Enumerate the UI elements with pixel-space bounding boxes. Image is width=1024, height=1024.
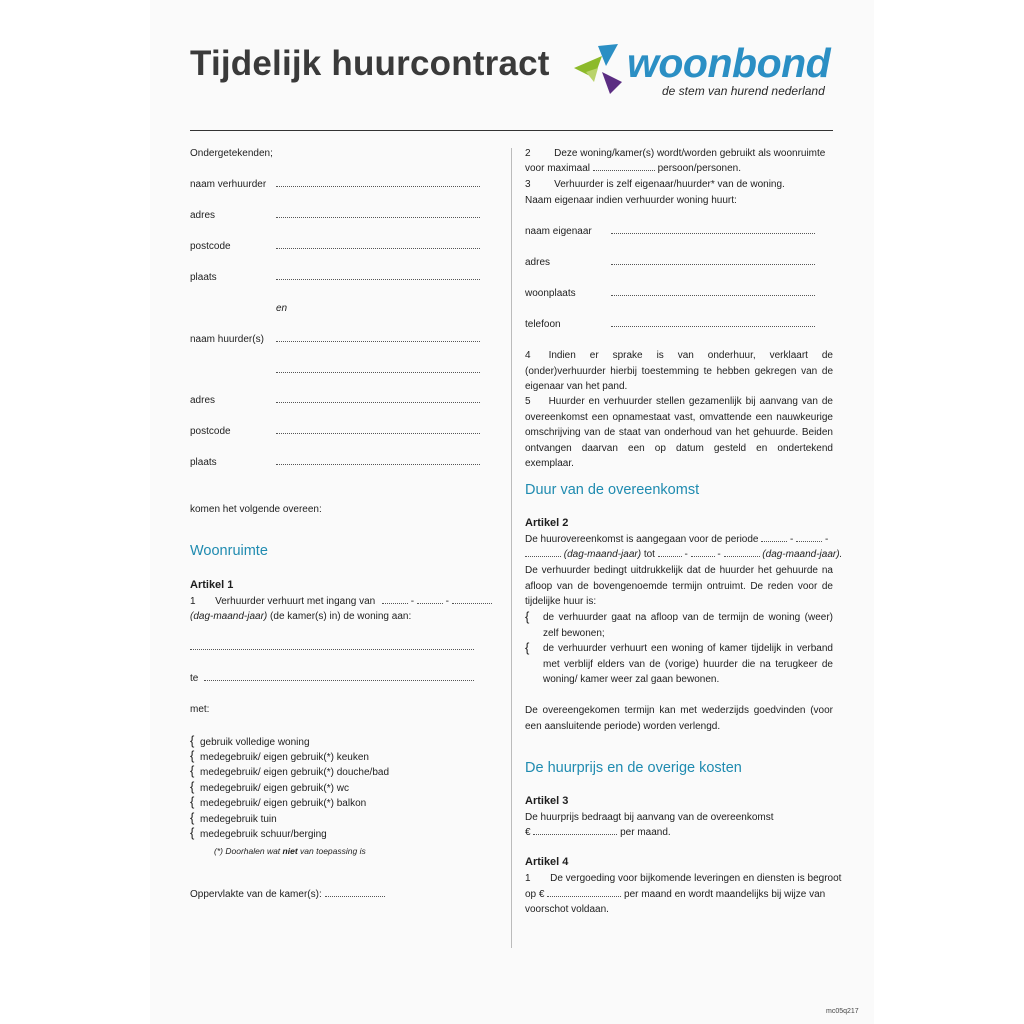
footer-code: mc05q217 — [826, 1008, 859, 1015]
field-label: plaats — [190, 457, 217, 468]
column-divider — [511, 148, 512, 948]
paragraph-number: 4 — [525, 350, 531, 361]
field-label: woonplaats — [525, 288, 576, 299]
fill-line[interactable] — [611, 224, 815, 234]
p3-line1: 3 Verhuurder is zelf eigenaar/huurder* van de woning. — [525, 179, 785, 190]
art3-line1: De huurprijs bedraagt bij aanvang van de overeenkomst — [525, 812, 774, 823]
paragraph-number: 3 — [525, 179, 531, 190]
field-label: postcode — [190, 241, 231, 252]
paragraph-number: 2 — [525, 148, 531, 159]
rent-amount-field[interactable] — [533, 834, 617, 835]
end-month-field[interactable] — [691, 556, 715, 557]
year-field[interactable] — [452, 603, 492, 604]
art1-text-2: (de kamer(s) in) de woning aan: — [270, 611, 412, 622]
paragraph-number: 1 — [525, 873, 531, 884]
field-label: adres — [525, 257, 551, 268]
brace-icon: { — [190, 763, 195, 778]
start-day-field[interactable] — [761, 541, 787, 542]
paragraph-number: 1 — [190, 596, 196, 607]
end-year-field[interactable] — [724, 556, 760, 557]
field-address-line[interactable] — [190, 640, 474, 650]
artikel-4-heading: Artikel 4 — [525, 856, 569, 868]
art2-line1: De huurovereenkomst is aangegaan voor de periode - - — [525, 534, 829, 545]
field-te[interactable] — [190, 671, 474, 687]
paragraph-5: 5 Huurder en verhuurder stellen gezamenlijk bij aanvang van de overeenkomst een opnamestaat vast, omvattende een nauwkeurige omschrijving van de staat van onderhoud van het gehuurde. Beiden ontvangen daarvan een op datum gesteld en ondertekend exemplaar. — [525, 396, 833, 469]
service-cost-field[interactable] — [547, 896, 621, 897]
fill-line[interactable] — [204, 671, 474, 681]
field-naam-huurders-2[interactable] — [190, 363, 480, 373]
field-label: plaats — [190, 272, 217, 283]
field-label: telefoon — [525, 319, 561, 330]
date-format-hint: (dag-maand-jaar) — [190, 611, 268, 622]
option-item[interactable]: { medegebruik schuur/berging — [190, 825, 327, 840]
te-label: te — [190, 673, 199, 684]
oppervlakte-row[interactable] — [190, 887, 385, 903]
brace-icon: { — [190, 810, 195, 825]
fill-line[interactable] — [276, 239, 480, 249]
p3-line2: Naam eigenaar indien verhuurder woning huurt: — [525, 195, 737, 206]
month-field[interactable] — [417, 603, 443, 604]
max-persons-field[interactable] — [593, 170, 655, 171]
field-adres-eigenaar[interactable] — [525, 255, 815, 271]
fill-line[interactable] — [611, 317, 815, 327]
field-woonplaats-eigenaar[interactable] — [525, 286, 815, 302]
art4-line2: op € per maand en wordt maandelijks bij wijze van — [525, 889, 826, 900]
option-item[interactable]: { medegebruik tuin — [190, 810, 277, 825]
fill-line[interactable] — [325, 896, 385, 897]
oppervlakte-label: Oppervlakte van de kamer(s): — [190, 889, 322, 900]
art1-line1: 1 Verhuurder verhuurt met ingang van - - — [190, 594, 492, 610]
fill-line[interactable] — [276, 393, 480, 403]
fill-line[interactable] — [276, 177, 480, 187]
p2-line2: voor maximaal persoon/personen. — [525, 163, 741, 174]
fill-line[interactable] — [276, 270, 480, 280]
art2-paragraph: De verhuurder bedingt uitdrukkelijk dat de huurder het gehuurde na afloop van de bovengenoemde termijn ontruimt. De reden voor de tijdelijke huur is: — [525, 565, 833, 607]
ondergetekenden-label: Ondergetekenden; — [190, 148, 273, 159]
artikel-2-heading: Artikel 2 — [525, 517, 569, 529]
field-label: adres — [190, 210, 216, 221]
paragraph-number: 5 — [525, 396, 531, 407]
start-month-field[interactable] — [796, 541, 822, 542]
reason-item[interactable]: { de verhuurder gaat na afloop van de termijn de woning (weer) zelf bewonen; — [525, 609, 833, 639]
art1-text: Verhuurder verhuurt met ingang van — [215, 596, 376, 607]
woonbond-logo — [572, 42, 834, 102]
paragraph-4: 4 Indien er sprake is van onderhuur, verklaart de (onder)verhuurder hierbij toestemming te hebben gekregen van de eigenaar van het pand. — [525, 350, 833, 392]
document-title: Tijdelijk huurcontract — [190, 44, 550, 83]
brace-icon: { — [190, 779, 195, 794]
p2-line1: 2 Deze woning/kamer(s) wordt/worden gebruikt als woonruimte — [525, 148, 826, 159]
fill-line[interactable] — [611, 255, 815, 265]
en-label: en — [276, 303, 288, 314]
option-item[interactable]: { gebruik volledige woning — [190, 733, 310, 748]
field-plaats-verhuurder[interactable] — [190, 270, 480, 286]
logo-tagline: de stem van hurend nederland — [662, 84, 825, 98]
artikel-3-heading: Artikel 3 — [525, 795, 569, 807]
art1-line2 — [190, 609, 411, 625]
brace-icon: { — [525, 609, 530, 624]
start-year-field[interactable] — [525, 556, 561, 557]
komen-overeen-text: komen het volgende overeen: — [190, 504, 322, 515]
art2-line2: (dag-maand-jaar) tot - - (dag-maand-jaar). — [525, 547, 842, 563]
fill-line[interactable] — [611, 286, 815, 296]
field-label: naam verhuurder — [190, 179, 267, 190]
fill-line[interactable] — [276, 363, 480, 373]
field-naam-verhuurder[interactable] — [190, 177, 480, 193]
field-postcode-huurder[interactable] — [190, 424, 480, 440]
fill-line[interactable] — [190, 640, 474, 650]
art2-end-paragraph: De overeengekomen termijn kan met wederzijds goedvinden (voor een aansluitende periode) worden verlengd. — [525, 705, 833, 732]
option-item[interactable]: { medegebruik/ eigen gebruik(*) wc — [190, 779, 349, 794]
brace-icon: { — [190, 748, 195, 763]
field-plaats-huurder[interactable] — [190, 455, 480, 471]
artikel-1-heading: Artikel 1 — [190, 579, 234, 591]
met-label: met: — [190, 704, 210, 715]
end-day-field[interactable] — [658, 556, 682, 557]
field-label: naam huurder(s) — [190, 334, 264, 345]
brace-icon: { — [190, 825, 195, 840]
field-postcode-verhuurder[interactable] — [190, 239, 480, 255]
woonbond-logo-mark-icon — [572, 42, 628, 98]
fill-line[interactable] — [276, 424, 480, 434]
field-label: postcode — [190, 426, 231, 437]
art3-line2: € per maand. — [525, 827, 671, 838]
art4-line3: voorschot voldaan. — [525, 904, 609, 915]
field-naam-eigenaar[interactable] — [525, 224, 815, 240]
option-item[interactable]: { medegebruik/ eigen gebruik(*) keuken — [190, 748, 369, 763]
section-heading-woonruimte: Woonruimte — [190, 543, 268, 559]
field-naam-huurders[interactable] — [190, 332, 480, 348]
fill-line[interactable] — [276, 332, 480, 342]
field-adres-verhuurder[interactable] — [190, 208, 480, 224]
section-heading-duur: Duur van de overeenkomst — [525, 482, 700, 498]
fill-line[interactable] — [276, 455, 480, 465]
footnote: (*) Doorhalen wat niet van toepassing is — [214, 846, 366, 856]
field-label: naam eigenaar — [525, 226, 592, 237]
fill-line[interactable] — [276, 208, 480, 218]
section-heading-huurprijs: De huurprijs en de overige kosten — [525, 760, 742, 776]
brace-icon: { — [190, 733, 195, 748]
art4-line1: 1 De vergoeding voor bijkomende leveringen en diensten is begroot — [525, 873, 842, 884]
field-telefoon-eigenaar[interactable] — [525, 317, 815, 333]
header-divider — [190, 130, 833, 131]
field-label: adres — [190, 395, 216, 406]
logo-wordmark: woonbond — [627, 40, 831, 86]
reason-item[interactable]: { de verhuurder verhuurt een woning of kamer tijdelijk in verband met verblijf elders van de (vorige) huurder die na terugkeer de woning/ kamer weer zal gaan bewonen. — [525, 640, 833, 685]
option-item[interactable]: { medegebruik/ eigen gebruik(*) balkon — [190, 794, 367, 809]
brace-icon: { — [190, 794, 195, 809]
day-field[interactable] — [382, 603, 408, 604]
brace-icon: { — [525, 640, 530, 655]
field-adres-huurder[interactable] — [190, 393, 480, 409]
option-item[interactable]: { medegebruik/ eigen gebruik(*) douche/bad — [190, 763, 390, 778]
